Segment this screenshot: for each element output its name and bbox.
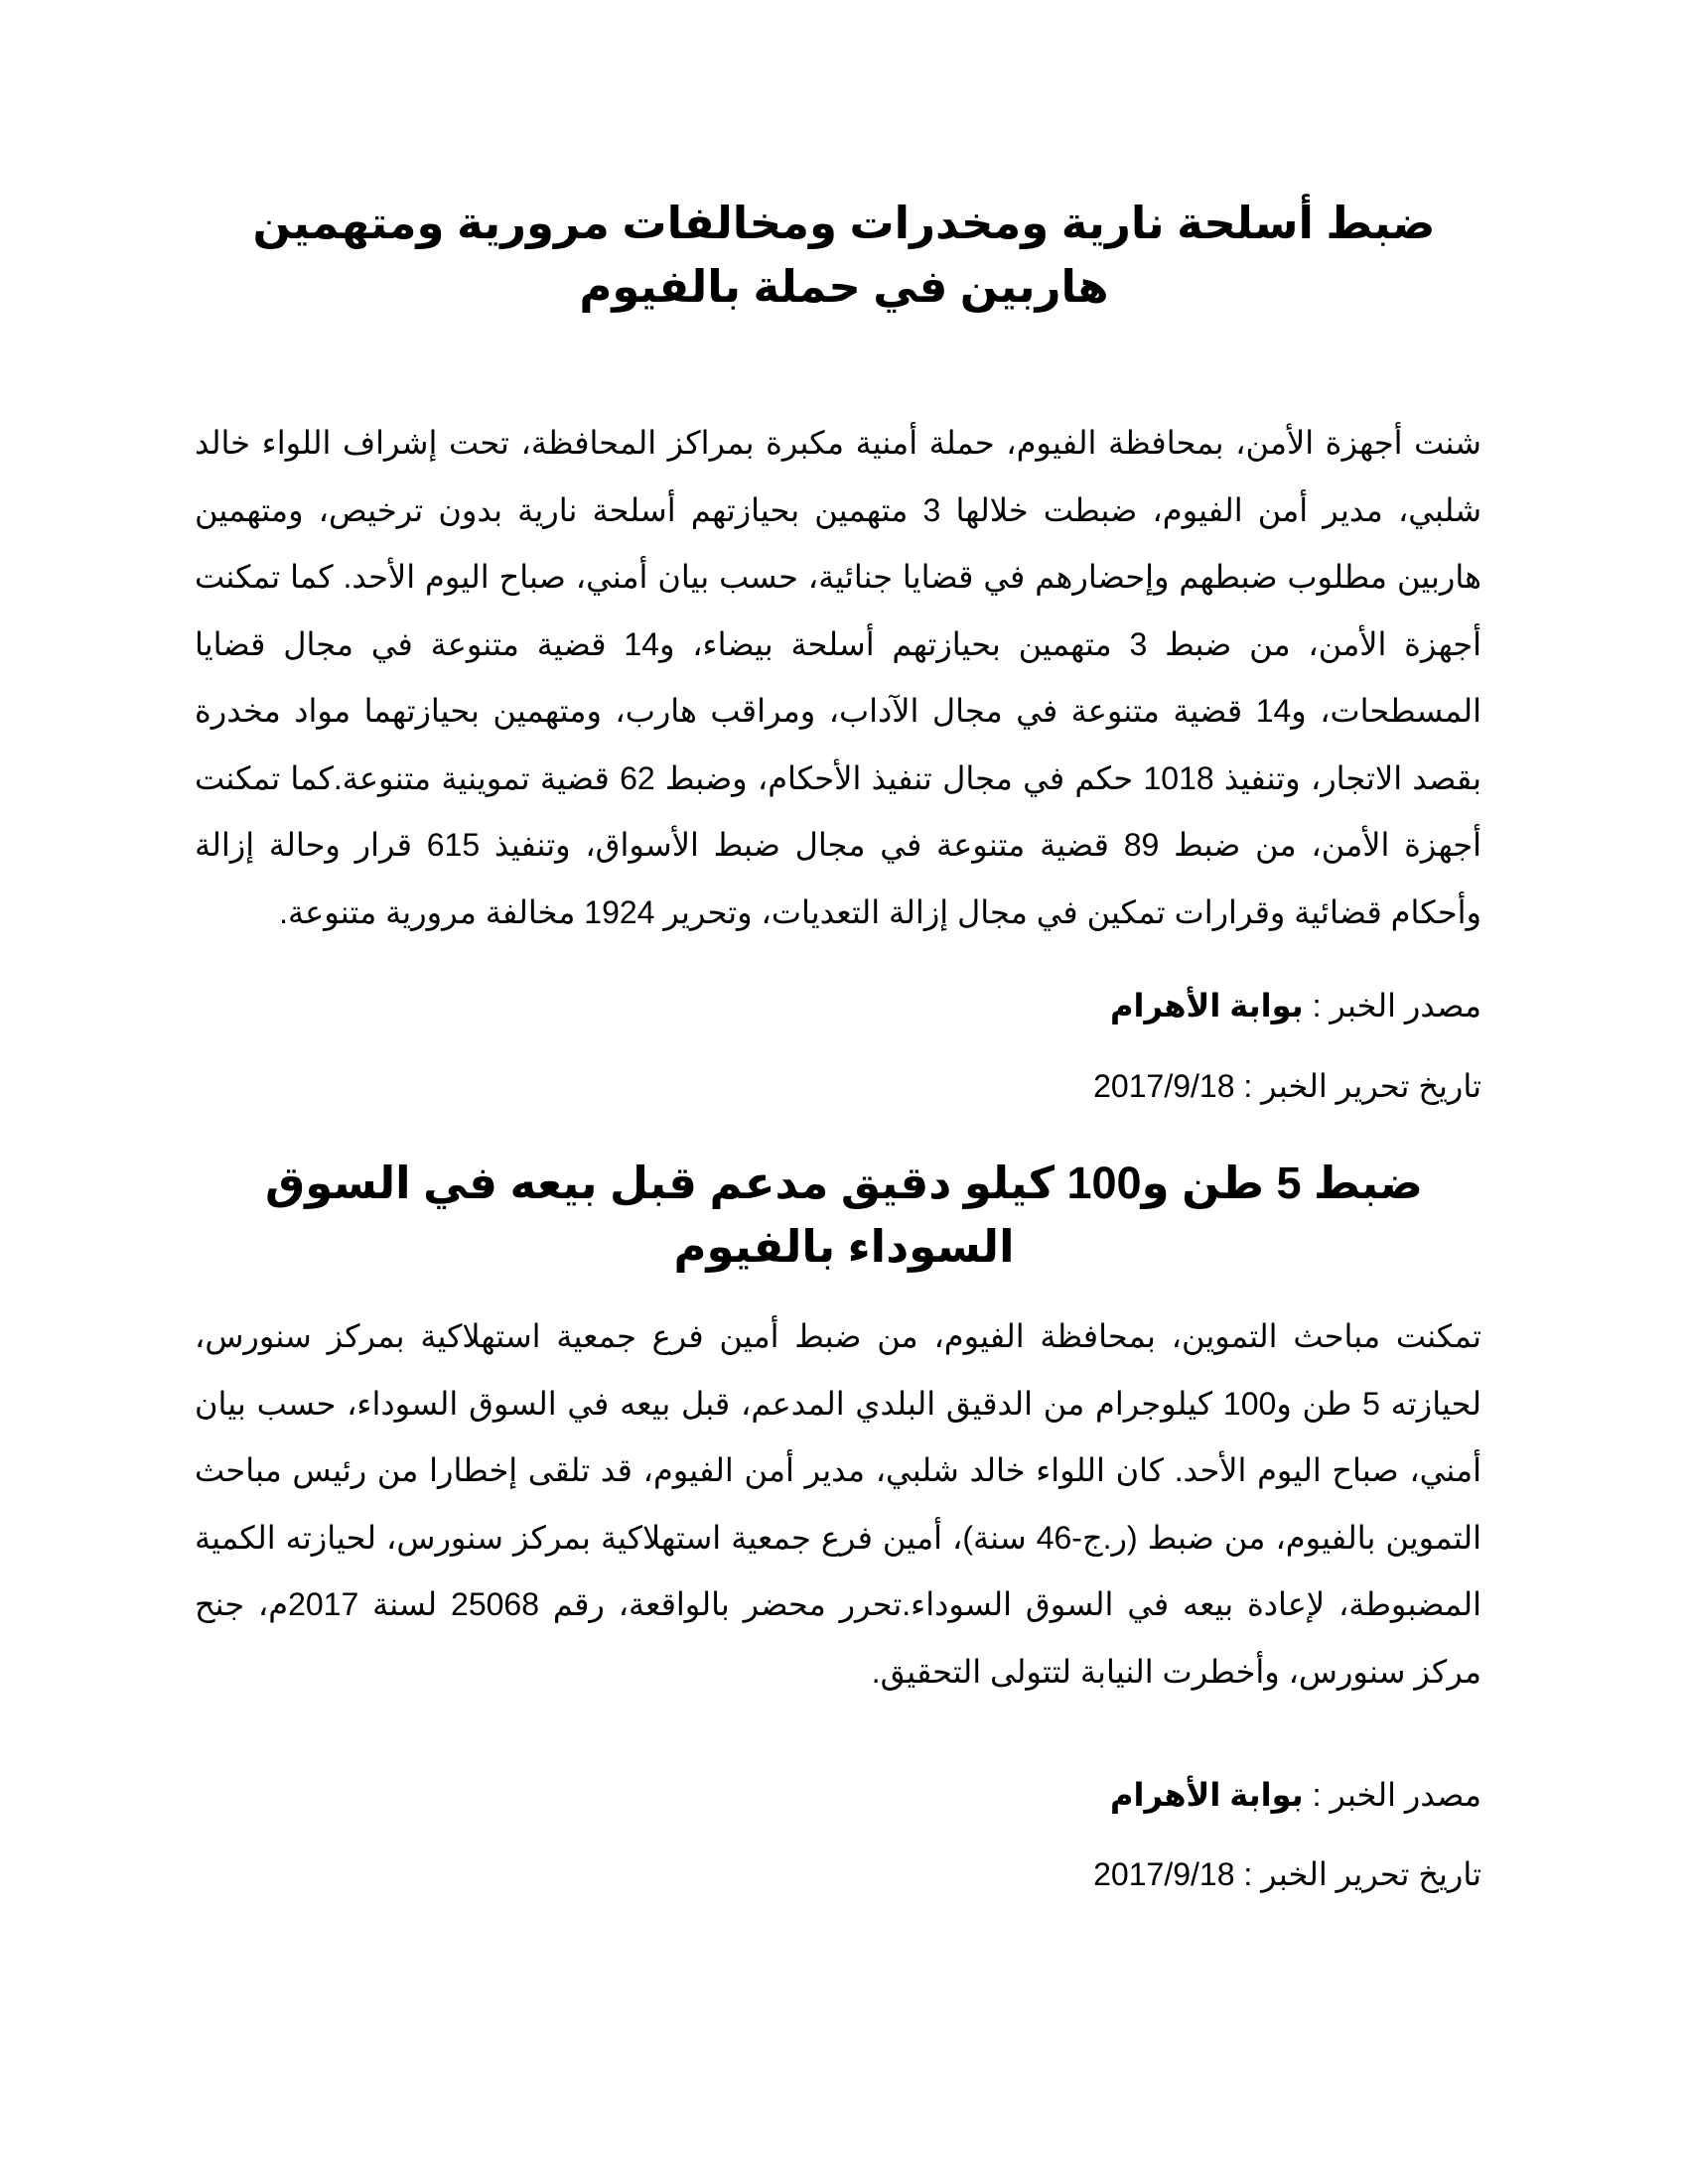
article-2-title: ضبط 5 طن و100 كيلو دقيق مدعم قبل بيعه في السوق السوداء بالفيوم (264, 1158, 1424, 1272)
article-2-date-label: تاريخ تحرير الخبر : (1243, 1856, 1481, 1892)
article-2-date-value: 2017/9/18 (1093, 1856, 1235, 1892)
article-2-date (195, 1852, 1481, 1896)
article-1-source (195, 984, 1481, 1027)
article-1-body: شنت أجهزة الأمن، بمحافظة الفيوم، حملة أمنية مكبرة بمراكز المحافظة، تحت إشراف اللواء خالد شلبي، مدير أمن الفيوم، ضبطت خلالها 3 متهمين بحيازتهم أسلحة نارية بدون ترخيص، ومتهمين هاربين مطلوب ضبطهم وإحضارهم في قضايا جنائية، حسب بيان أمني، صباح اليوم الأحد. كما تمكنت أجهزة الأمن، من ضبط 3 متهمين بحيازتهم أسلحة بيضاء، و14 قضية متنوعة في مجال قضايا المسطحات، و14 قضية متنوعة في مجال الآداب، ومراقب هارب، ومتهمين بحيازتهما مواد مخدرة بقصد الاتجار، وتنفيذ 1018 حكم في مجال تنفيذ الأحكام، وضبط 62 قضية تموينية متنوعة.كما تمكنت أجهزة الأمن، من ضبط 89 قضية متنوعة في مجال ضبط الأسواق، وتنفيذ 615 قرار وحالة إزالة وأحكام قضائية وقرارات تمكين في مجال إزالة التعديات، وتحرير 1924 مخالفة مرورية متنوعة. (195, 425, 1482, 930)
article-1-date (195, 1064, 1481, 1108)
article-2-source-label: مصدر الخبر : (1312, 1777, 1481, 1813)
article-1-title: ضبط أسلحة نارية ومخدرات ومخالفات مرورية ومتهمين هاربين في حملة بالفيوم (252, 198, 1436, 312)
article-2-body: تمكنت مباحث التموين، بمحافظة الفيوم، من ضبط أمين فرع جمعية استهلاكية بمركز سنورس، لحيازته 5 طن و100 كيلوجرام من الدقيق البلدي المدعم، قبل بيعه في السوق السوداء، حسب بيان أمني، صباح اليوم الأحد. كان اللواء خالد شلبي، مدير أمن الفيوم، قد تلقى إخطارا من رئيس مباحث التموين بالفيوم، من ضبط (ر.ج-46 سنة)، أمين فرع جمعية استهلاكية بمركز سنورس، لحيازته الكمية المضبوطة، لإعادة بيعه في السوق السوداء.تحرر محضر بالواقعة، رقم 25068 لسنة 2017م، جنح مركز سنورس، وأخطرت النيابة لتتولى التحقيق. (195, 1318, 1482, 1690)
article-1-date-label: تاريخ تحرير الخبر : (1243, 1068, 1481, 1104)
article-1-source-label: مصدر الخبر : (1312, 988, 1481, 1024)
article-1-source-value: بوابة الأهرام (1110, 988, 1304, 1024)
article-2-source-value: بوابة الأهرام (1110, 1777, 1304, 1813)
article-2-source (195, 1773, 1481, 1817)
article-1-date-value: 2017/9/18 (1093, 1068, 1235, 1104)
